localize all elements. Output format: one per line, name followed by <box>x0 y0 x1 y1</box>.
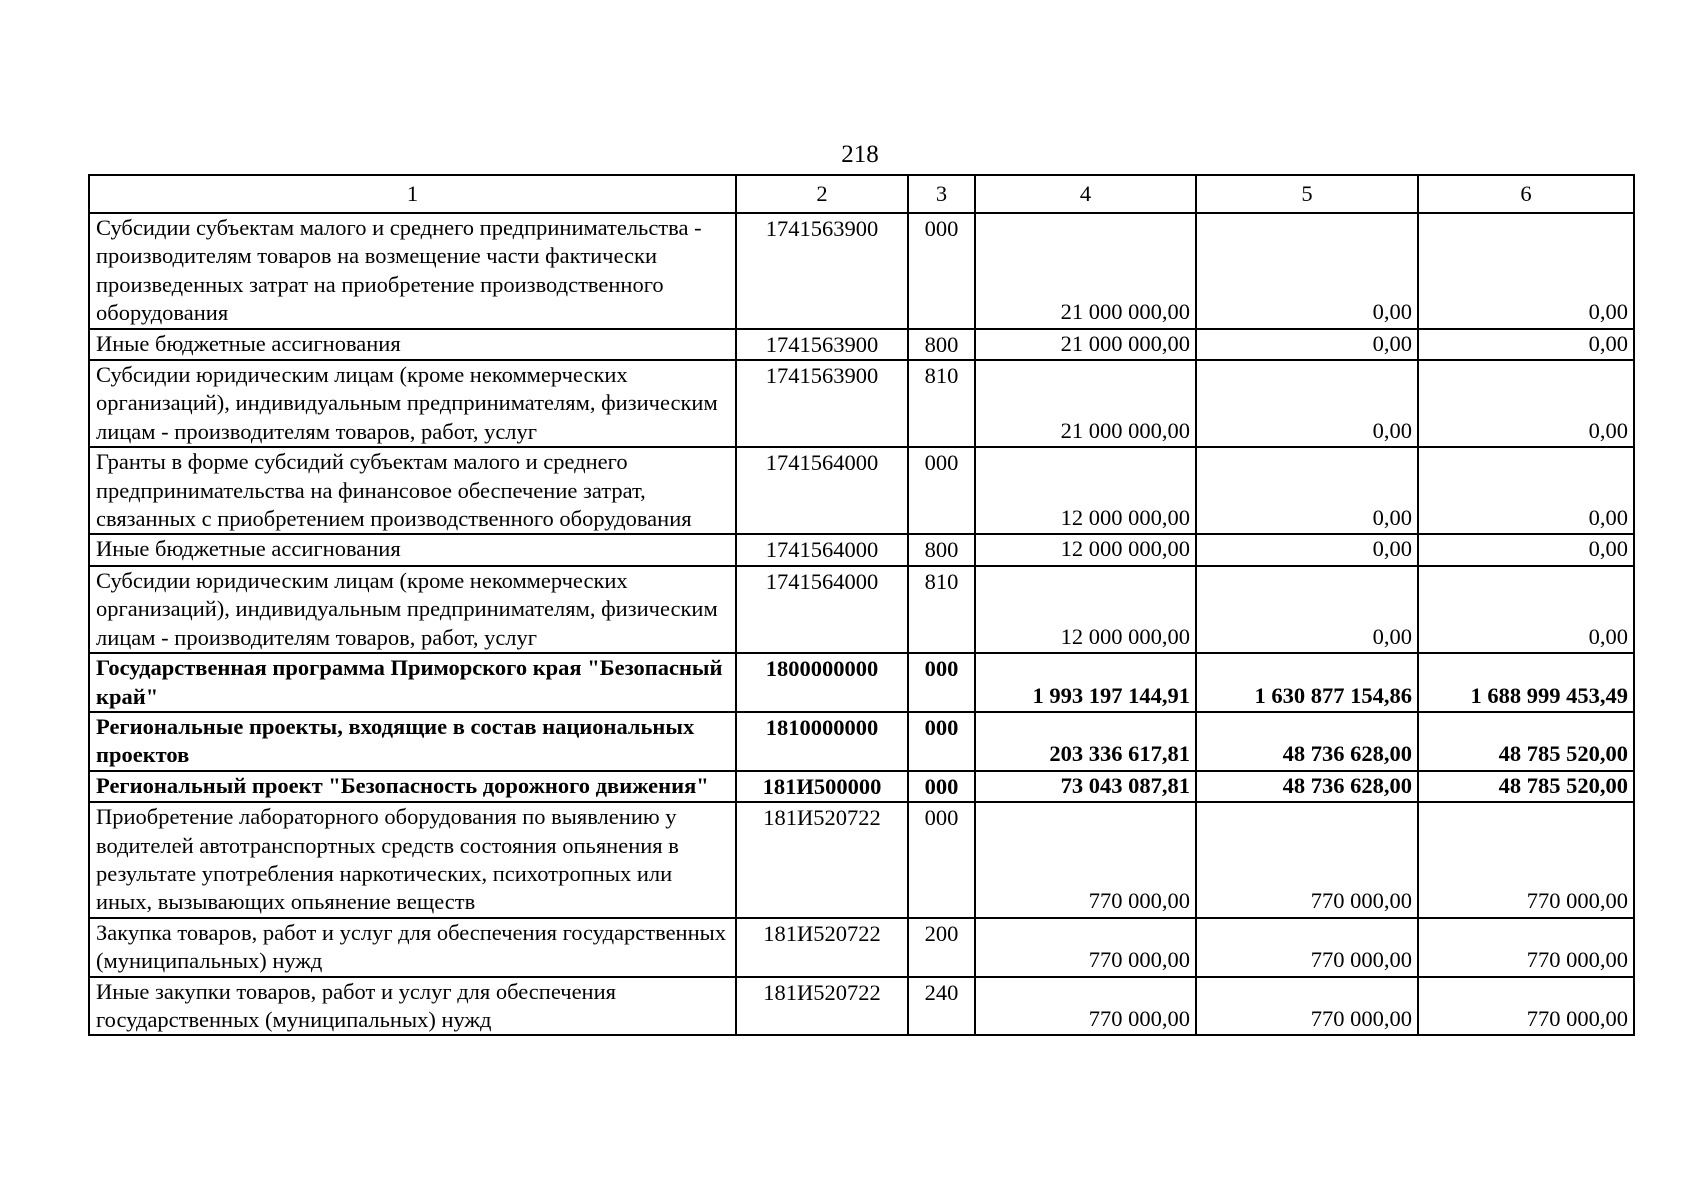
row-amount-year3-cell: 0,00 <box>1418 213 1634 329</box>
row-expense-type-cell: 200 <box>908 918 975 977</box>
row-target-article-cell: 1741564000 <box>736 447 908 534</box>
row-amount-year1-cell: 12 000 000,00 <box>975 534 1196 565</box>
table-row <box>89 213 1634 329</box>
table-row <box>89 329 1634 360</box>
table-row <box>89 918 1634 977</box>
row-amount-year1-cell: 1 993 197 144,91 <box>975 653 1196 712</box>
row-amount-year2-cell: 770 000,00 <box>1196 918 1418 977</box>
row-amount-year2-cell: 48 736 628,00 <box>1196 771 1418 802</box>
row-expense-type-cell: 800 <box>908 329 975 360</box>
column-header-4: 4 <box>975 175 1196 213</box>
column-header-1: 1 <box>89 175 736 213</box>
row-name-cell: Субсидии юридическим лицам (кроме некоммерческих организаций), индивидуальным предпринимателям, физическим лицам - производителям товаров, работ, услуг <box>89 566 736 653</box>
row-amount-year2-cell: 48 736 628,00 <box>1196 712 1418 771</box>
table-body <box>89 213 1634 1035</box>
row-name-cell: Приобретение лабораторного оборудования по выявлению у водителей автотранспортных средств состояния опьянения в результате употребления наркотических, психотропных или иных, вызывающих опьянение веществ <box>89 802 736 918</box>
row-expense-type-cell: 800 <box>908 534 975 565</box>
row-expense-type-cell: 000 <box>908 653 975 712</box>
row-amount-year1-cell: 203 336 617,81 <box>975 712 1196 771</box>
row-amount-year1-cell: 12 000 000,00 <box>975 447 1196 534</box>
column-header-2: 2 <box>736 175 908 213</box>
row-target-article-cell: 1741563900 <box>736 360 908 447</box>
table-row <box>89 771 1634 802</box>
table-row <box>89 802 1634 918</box>
row-name-cell: Субсидии субъектам малого и среднего предпринимательства - производителям товаров на возмещение части фактически произведенных затрат на приобретение производственного оборудования <box>89 213 736 329</box>
row-amount-year2-cell: 770 000,00 <box>1196 802 1418 918</box>
row-amount-year2-cell: 1 630 877 154,86 <box>1196 653 1418 712</box>
row-amount-year3-cell: 1 688 999 453,49 <box>1418 653 1634 712</box>
table-row <box>89 447 1634 534</box>
row-amount-year1-cell: 770 000,00 <box>975 802 1196 918</box>
row-expense-type-cell: 240 <box>908 977 975 1036</box>
row-expense-type-cell: 000 <box>908 802 975 918</box>
row-name-cell: Государственная программа Приморского края "Безопасный край" <box>89 653 736 712</box>
row-name-cell: Региональные проекты, входящие в состав национальных проектов <box>89 712 736 771</box>
row-amount-year1-cell: 12 000 000,00 <box>975 566 1196 653</box>
table-row <box>89 534 1634 565</box>
row-amount-year2-cell: 0,00 <box>1196 360 1418 447</box>
row-amount-year2-cell: 0,00 <box>1196 447 1418 534</box>
table-row <box>89 653 1634 712</box>
row-amount-year1-cell: 21 000 000,00 <box>975 360 1196 447</box>
row-expense-type-cell: 000 <box>908 447 975 534</box>
column-header-5: 5 <box>1196 175 1418 213</box>
row-amount-year3-cell: 0,00 <box>1418 447 1634 534</box>
row-name-cell: Закупка товаров, работ и услуг для обеспечения государственных (муниципальных) нужд <box>89 918 736 977</box>
row-target-article-cell: 1810000000 <box>736 712 908 771</box>
row-amount-year1-cell: 21 000 000,00 <box>975 329 1196 360</box>
row-name-cell: Иные закупки товаров, работ и услуг для обеспечения государственных (муниципальных) нужд <box>89 977 736 1036</box>
row-amount-year1-cell: 770 000,00 <box>975 918 1196 977</box>
row-name-cell: Субсидии юридическим лицам (кроме некоммерческих организаций), индивидуальным предпринимателям, физическим лицам - производителям товаров, работ, услуг <box>89 360 736 447</box>
row-amount-year3-cell: 0,00 <box>1418 360 1634 447</box>
row-amount-year3-cell: 770 000,00 <box>1418 918 1634 977</box>
row-name-cell: Иные бюджетные ассигнования <box>89 329 736 360</box>
row-amount-year3-cell: 0,00 <box>1418 534 1634 565</box>
table-row <box>89 566 1634 653</box>
row-amount-year2-cell: 0,00 <box>1196 566 1418 653</box>
row-target-article-cell: 1741563900 <box>736 213 908 329</box>
row-amount-year3-cell: 770 000,00 <box>1418 802 1634 918</box>
table-row <box>89 712 1634 771</box>
row-name-cell: Иные бюджетные ассигнования <box>89 534 736 565</box>
row-target-article-cell: 181И520722 <box>736 802 908 918</box>
row-target-article-cell: 1741564000 <box>736 534 908 565</box>
row-amount-year1-cell: 21 000 000,00 <box>975 213 1196 329</box>
row-target-article-cell: 181И500000 <box>736 771 908 802</box>
row-expense-type-cell: 000 <box>908 771 975 802</box>
row-expense-type-cell: 000 <box>908 213 975 329</box>
row-amount-year3-cell: 0,00 <box>1418 329 1634 360</box>
row-amount-year3-cell: 48 785 520,00 <box>1418 712 1634 771</box>
row-amount-year3-cell: 48 785 520,00 <box>1418 771 1634 802</box>
page-number: 218 <box>841 141 879 168</box>
column-header-3: 3 <box>908 175 975 213</box>
row-amount-year2-cell: 0,00 <box>1196 213 1418 329</box>
row-amount-year2-cell: 770 000,00 <box>1196 977 1418 1036</box>
row-amount-year2-cell: 0,00 <box>1196 534 1418 565</box>
header-row <box>89 175 1634 213</box>
budget-table <box>88 174 1635 1036</box>
row-amount-year3-cell: 0,00 <box>1418 566 1634 653</box>
row-target-article-cell: 181И520722 <box>736 977 908 1036</box>
row-amount-year1-cell: 770 000,00 <box>975 977 1196 1036</box>
table-row <box>89 360 1634 447</box>
row-expense-type-cell: 810 <box>908 360 975 447</box>
column-header-6: 6 <box>1418 175 1634 213</box>
row-amount-year3-cell: 770 000,00 <box>1418 977 1634 1036</box>
row-name-cell: Гранты в форме субсидий субъектам малого и среднего предпринимательства на финансовое обеспечение затрат, связанных с приобретением производственного оборудования <box>89 447 736 534</box>
row-target-article-cell: 1741563900 <box>736 329 908 360</box>
row-target-article-cell: 1800000000 <box>736 653 908 712</box>
row-amount-year2-cell: 0,00 <box>1196 329 1418 360</box>
row-amount-year1-cell: 73 043 087,81 <box>975 771 1196 802</box>
row-expense-type-cell: 810 <box>908 566 975 653</box>
table-row <box>89 977 1634 1036</box>
row-target-article-cell: 1741564000 <box>736 566 908 653</box>
row-expense-type-cell: 000 <box>908 712 975 771</box>
row-target-article-cell: 181И520722 <box>736 918 908 977</box>
row-name-cell: Региональный проект "Безопасность дорожного движения" <box>89 771 736 802</box>
